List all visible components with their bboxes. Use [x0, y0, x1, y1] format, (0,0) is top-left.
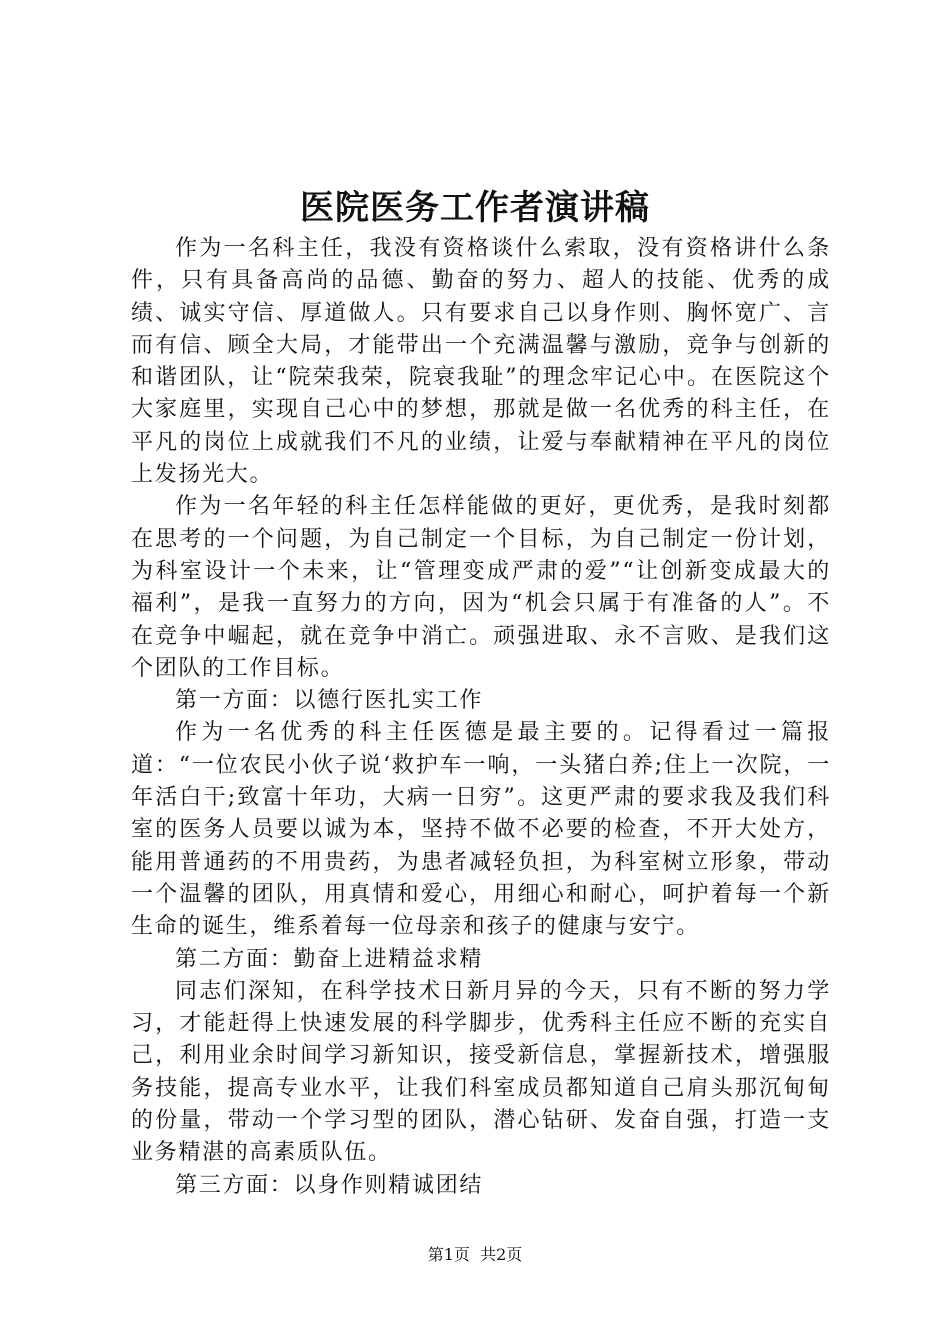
section-heading: 第一方面：以德行医扎实工作 — [175, 688, 484, 714]
page-total: 共2页 — [480, 1245, 523, 1264]
page-footer — [0, 1243, 950, 1267]
section-heading: 第三方面：以身作则精诚团结 — [175, 1172, 484, 1198]
document-body — [131, 233, 831, 1202]
page-number: 第1页 — [427, 1245, 470, 1264]
paragraph: 作为一名优秀的科主任医德是最主要的。记得看过一篇报道：“一位农民小伙子说‘救护车一响，一头猪白养;住上一次院，一年活白干;致富十年功，大病一日穷”。这更严肃的要求我及我们科室的医务人员要以诚为本，坚持不做不必要的检查，不开大处方，能用普通药的不用贵药，为患者减轻负担，为科室树立形象，带动一个温馨的团队，用真情和爱心，用细心和耐心，呵护着每一个新生命的诞生，维系着每一位母亲和孩子的健康与安宁。 — [131, 720, 831, 940]
section-heading: 第二方面：勤奋上进精益求精 — [175, 946, 484, 972]
paragraph: 同志们深知，在科学技术日新月异的今天，只有不断的努力学习，才能赶得上快速发展的科学脚步，优秀科主任应不断的充实自己，利用业余时间学习新知识，接受新信息，掌握新技术，增强服务技能，提高专业水平，让我们科室成员都知道自己肩头那沉甸甸的份量，带动一个学习型的团队，潜心钻研、发奋自强，打造一支业务精湛的高素质队伍。 — [131, 978, 831, 1166]
paragraph: 作为一名科主任，我没有资格谈什么索取，没有资格讲什么条件，只有具备高尚的品德、勤奋的努力、超人的技能、优秀的成绩、诚实守信、厚道做人。只有要求自己以身作则、胸怀宽广、言而有信、顾全大局，才能带出一个充满温馨与激励，竞争与创新的和谐团队，让“院荣我荣，院衰我耻”的理念牢记心中。在医院这个大家庭里，实现自己心中的梦想，那就是做一名优秀的科主任，在平凡的岗位上成就我们不凡的业绩，让爱与奉献精神在平凡的岗位上发扬光大。 — [131, 236, 831, 488]
paragraph: 作为一名年轻的科主任怎样能做的更好，更优秀，是我时刻都在思考的一个问题，为自己制定一个目标，为自己制定一份计划，为科室设计一个未来，让“管理变成严肃的爱”“让创新变成最大的福利”，是我一直努力的方向，因为“机会只属于有准备的人”。不在竞争中崛起，就在竞争中消亡。顽强进取、永不言败、是我们这个团队的工作目标。 — [131, 494, 831, 681]
document-title: 医院医务工作者演讲稿 — [300, 188, 650, 228]
